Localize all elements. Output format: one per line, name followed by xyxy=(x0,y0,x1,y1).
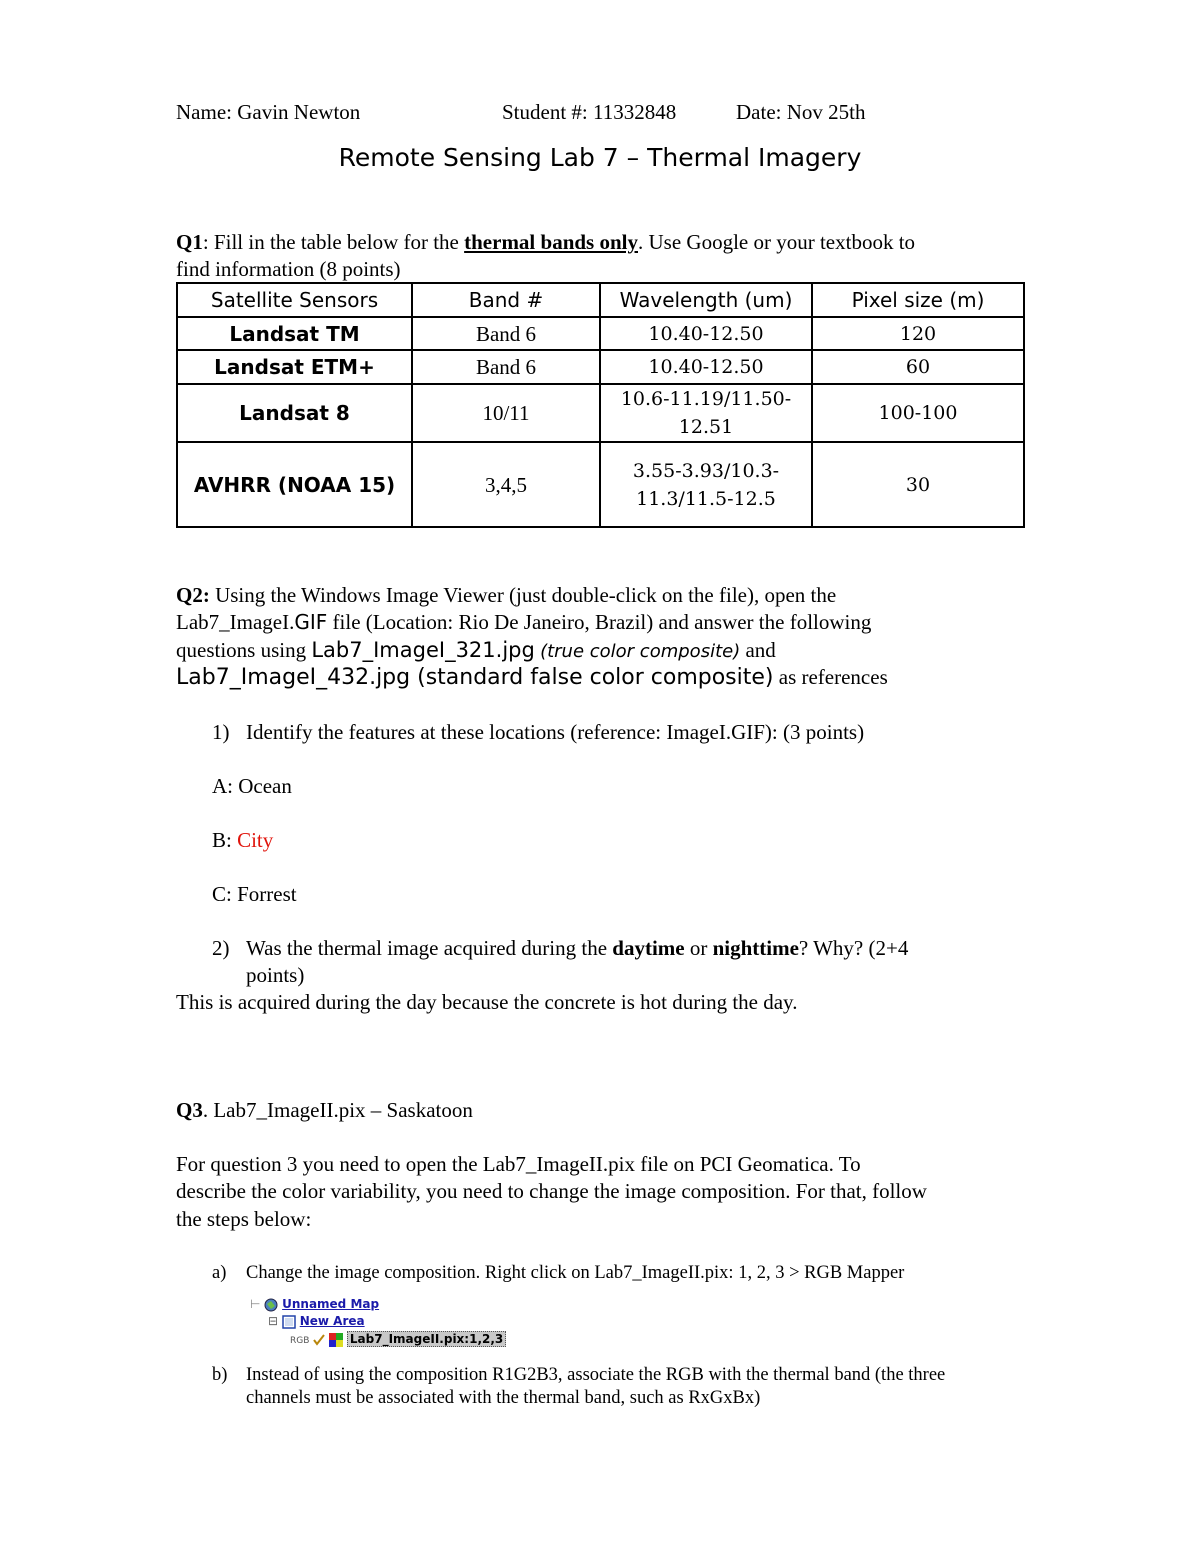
q3-paragraph-3: the steps below: xyxy=(176,1207,312,1231)
wavelength-cell: 10.40-12.50 xyxy=(600,317,812,350)
header-pixel-size: Pixel size (m) xyxy=(812,283,1024,317)
tree-rgb-label: RGB xyxy=(290,1336,310,1346)
band-cell: 3,4,5 xyxy=(412,442,600,527)
wavelength-line: 3.55-3.93/10.3- xyxy=(632,459,780,482)
daytime-word: daytime xyxy=(612,936,685,960)
pixel-cell: 30 xyxy=(812,442,1024,527)
tree-layer-label[interactable]: Lab7_ImageII.pix:1,2,3 xyxy=(347,1331,506,1347)
q2-label: Q2: xyxy=(176,583,210,607)
q3-heading xyxy=(176,1097,473,1124)
q2-item-2-text: Was the thermal image acquired during the xyxy=(246,936,613,960)
q2-filename-ext: GIF xyxy=(294,610,328,634)
sensor-cell: AVHRR (NOAA 15) xyxy=(177,442,412,527)
header-wavelength: Wavelength (um) xyxy=(600,283,812,317)
true-color-note: (true color composite) xyxy=(540,641,741,662)
student-number: Student #: 11332848 xyxy=(502,100,677,124)
step-a-number: a) xyxy=(212,1263,227,1283)
wavelength-cell: 10.40-12.50 xyxy=(600,350,812,384)
tree-collapse-icon[interactable]: ⊟ xyxy=(268,1314,279,1328)
pixel-cell: 60 xyxy=(812,350,1024,384)
table-row xyxy=(177,384,1024,442)
date: Date: Nov 25th xyxy=(736,100,866,124)
nighttime-word: nighttime xyxy=(712,936,799,960)
answer-c xyxy=(212,881,297,908)
tree-line-icon: ⊢ xyxy=(250,1297,261,1311)
q2-item-1-number: 1) xyxy=(212,720,230,744)
band-cell: Band 6 xyxy=(412,350,600,384)
area-icon xyxy=(282,1315,296,1329)
sensor-cell: Landsat TM xyxy=(177,317,412,350)
q1-text-2: . Use Google or your textbook to xyxy=(638,230,916,254)
q3-paragraph-1: For question 3 you need to open the Lab7_ImageII.pix file on PCI Geomatica. To xyxy=(176,1152,861,1176)
q2-line-4 xyxy=(176,664,888,691)
thermal-bands-table xyxy=(176,282,1025,528)
band-cell: 10/11 xyxy=(412,384,600,442)
sensor-cell: Landsat 8 xyxy=(177,384,412,442)
q2-text: file (Location: Rio De Janeiro, Brazil) and answer the following xyxy=(327,610,872,634)
wavelength-line: 10.6-11.19/11.50- xyxy=(620,388,792,410)
false-color-filename: Lab7_ImageI_432.jpg (standard false color composite) xyxy=(176,665,774,690)
wavelength-line: 12.51 xyxy=(678,416,734,438)
tree-row-map xyxy=(250,1296,379,1312)
q1-emphasis: thermal bands only xyxy=(464,230,638,254)
answer-b xyxy=(212,827,273,854)
rgb-layer-icon xyxy=(329,1333,343,1347)
sensor-cell: Landsat ETM+ xyxy=(177,350,412,384)
wavelength-cell xyxy=(600,442,812,527)
answer-a-value: Ocean xyxy=(238,774,292,798)
q2-answer: This is acquired during the day because the concrete is hot during the day. xyxy=(176,990,798,1014)
q3-paragraph-2: describe the color variability, you need to change the image composition. For that, follow xyxy=(176,1179,927,1203)
q3-heading-text: . Lab7_ImageII.pix – Saskatoon xyxy=(202,1098,473,1122)
q2-line-1 xyxy=(176,582,836,609)
answer-b-value: City xyxy=(237,828,274,852)
pixel-cell: 120 xyxy=(812,317,1024,350)
q3-label: Q3 xyxy=(176,1098,203,1122)
answer-c-label: C: xyxy=(212,882,238,906)
q2-item-2-number: 2) xyxy=(212,936,230,960)
q2-item-2-text: or xyxy=(684,936,713,960)
wavelength-cell xyxy=(600,384,812,442)
pixel-cell: 100-100 xyxy=(812,384,1024,442)
answer-b-label: B: xyxy=(212,828,238,852)
q2-text: and xyxy=(740,638,776,662)
answer-a xyxy=(212,773,292,800)
q1-line-2: find information (8 points) xyxy=(176,257,401,281)
table-row xyxy=(177,442,1024,527)
q2-filename: Lab7_ImageI. xyxy=(176,610,295,634)
q2-text: Using the Windows Image Viewer (just double-click on the file), open the xyxy=(209,583,837,607)
header-band: Band # xyxy=(412,283,600,317)
student-name: Name: Gavin Newton xyxy=(176,100,361,124)
answer-c-value: Forrest xyxy=(237,882,297,906)
layer-tree-screenshot xyxy=(250,1296,504,1352)
q2-line-3 xyxy=(176,637,776,665)
q1-line-1 xyxy=(176,229,915,256)
tree-row-layer xyxy=(290,1331,506,1347)
tree-map-label[interactable]: Unnamed Map xyxy=(282,1297,380,1311)
q1-text: : Fill in the table below for the xyxy=(202,230,465,254)
table-header-row xyxy=(177,283,1024,317)
table-row xyxy=(177,317,1024,350)
checkmark-icon xyxy=(313,1334,325,1346)
header-satellite-sensors: Satellite Sensors xyxy=(177,283,412,317)
true-color-filename: Lab7_ImageI_321.jpg xyxy=(311,638,535,662)
q1-label: Q1 xyxy=(176,230,203,254)
wavelength-line: 11.3/11.5-12.5 xyxy=(636,487,776,510)
q2-text: questions using xyxy=(176,638,312,662)
q2-item-2-cont: points) xyxy=(246,963,305,987)
q2-item-2 xyxy=(246,935,908,962)
tree-row-area xyxy=(268,1313,365,1329)
q2-item-1: Identify the features at these locations (reference: ImageI.GIF): (3 points) xyxy=(246,720,865,744)
step-b-text-2: channels must be associated with the thermal band, such as RxGxBx) xyxy=(246,1388,761,1408)
step-a-text: Change the image composition. Right click on Lab7_ImageII.pix: 1, 2, 3 > RGB Mapper xyxy=(246,1263,905,1283)
step-b-text-1: Instead of using the composition R1G2B3, associate the RGB with the thermal band (the three xyxy=(246,1365,946,1385)
answer-a-label: A: xyxy=(212,774,239,798)
map-icon xyxy=(264,1298,278,1312)
tree-area-label[interactable]: New Area xyxy=(299,1314,365,1328)
q2-item-2-text: ? Why? (2+4 xyxy=(798,936,909,960)
page-title: Remote Sensing Lab 7 – Thermal Imagery xyxy=(338,143,862,172)
table-row xyxy=(177,350,1024,384)
q2-line-2 xyxy=(176,609,871,636)
q2-text: as references xyxy=(773,665,888,689)
band-cell: Band 6 xyxy=(412,317,600,350)
step-b-number: b) xyxy=(212,1365,228,1385)
